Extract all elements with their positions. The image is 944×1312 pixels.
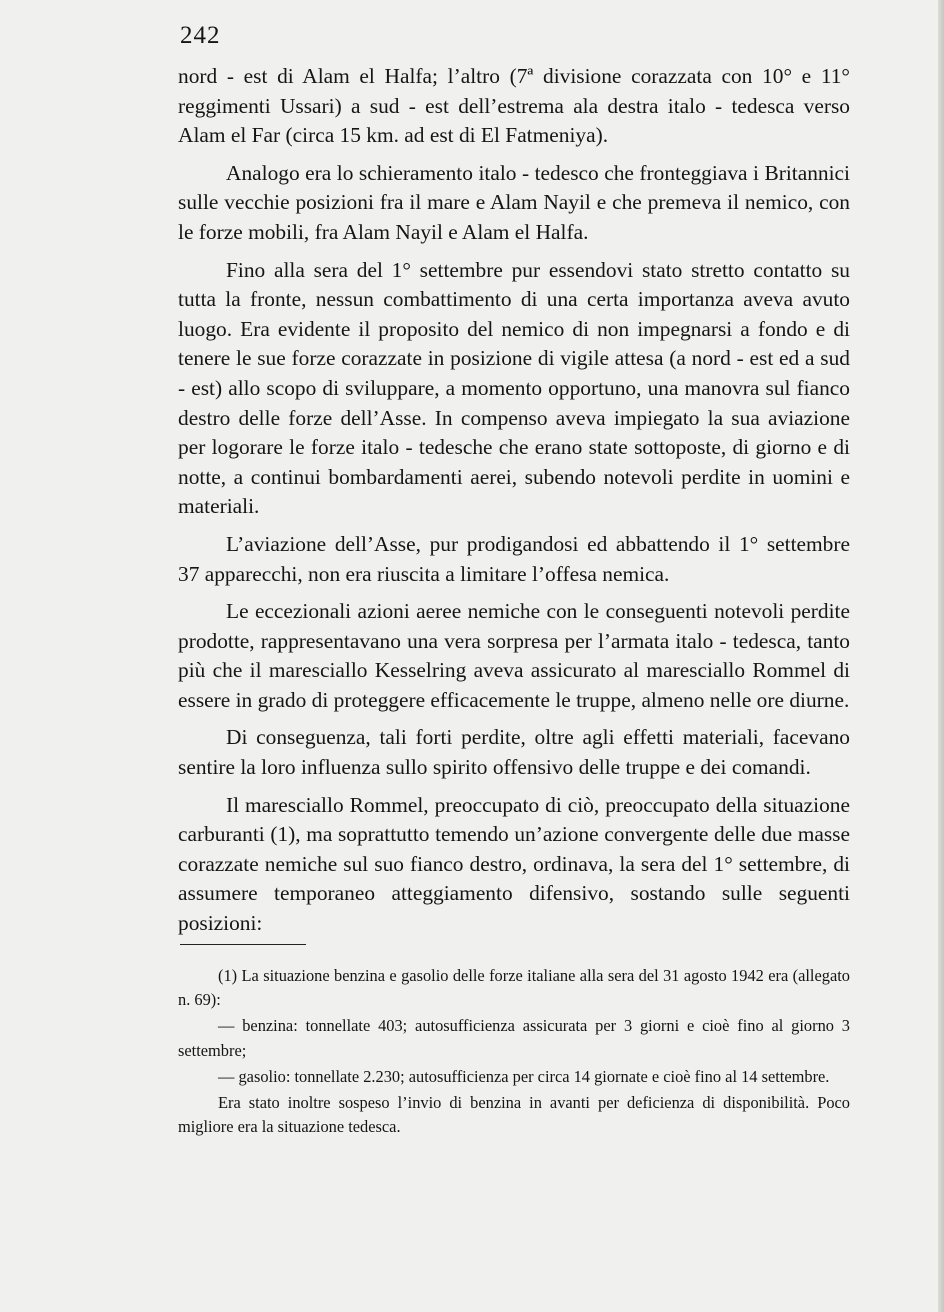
paragraph-3: Fino alla sera del 1° settembre pur essendovi stato stretto contatto su tutta la fronte, nessun combattimento di una certa importanza aveva avuto luogo. Era evidente il proposito del nemico di non impegnarsi a fondo e di tenere le sue forze corazzate in posizione di vigile attesa (a nord - est ed a sud - est) allo scopo di sviluppare, a momento opportuno, una manovra sul fianco destro delle forze dell’Asse. In compenso aveva impiegato la sua aviazione per logorare le forze italo - tedesche che erano state sottoposte, di giorno e di notte, a continui bombardamenti aerei, subendo notevoli perdite in uomini e materiali.: [178, 257, 850, 519]
footnote-divider: [180, 944, 306, 945]
footnotes: [178, 964, 850, 1141]
footnote-1-gasolio: — gasolio: tonnellate 2.230; autosufficienza per circa 14 giornate e cioè fino al 14 settembre.: [218, 1066, 830, 1086]
paragraph-5: Le eccezionali azioni aeree nemiche con le conseguenti notevoli perdite prodotte, rappresentavano una vera sorpresa per l’armata italo - tedesca, tanto più che il maresciallo Kesselring aveva assicurato al maresciallo Rommel di essere in grado di proteggere efficacemente le truppe, almeno nelle ore diurne.: [178, 599, 850, 712]
paragraph-1: nord - est di Alam el Halfa; l’altro (7ª divisione corazzata con 10° e 11° reggimenti Ussari) a sud - est dell’estrema ala destra italo - tedesca verso Alam el Far (circa 15 km. ad est di El Fatmeniya).: [178, 64, 850, 148]
paragraph-7: Il maresciallo Rommel, preoccupato di ciò, preoccupato della situazione carburanti (1), ma soprattutto temendo un’azione convergente delle due masse corazzate nemiche sul suo fianco destro, ordinava, la sera del 1° settembre, di assumere temporaneo atteggiamento difensivo, sostando sulle seguenti posizioni:: [178, 792, 850, 936]
main-text: [178, 62, 850, 947]
page-edge: [938, 0, 944, 1312]
footnote-1-intro: (1) La situazione benzina e gasolio delle forze italiane alla sera del 31 agosto 1942 era (allegato n. 69):: [178, 966, 850, 1010]
paragraph-6: Di conseguenza, tali forti perdite, oltre agli effetti materiali, facevano sentire la loro influenza sullo spirito offensivo delle truppe e dei comandi.: [178, 725, 850, 780]
paragraph-4: L’aviazione dell’Asse, pur prodigandosi ed abbattendo il 1° settembre 37 apparecchi, non era riuscita a limitare l’offesa nemica.: [178, 531, 850, 586]
footnote-1-closing: Era stato inoltre sospeso l’invio di benzina in avanti per deficienza di disponibilità. Poco migliore era la situazione tedesca.: [178, 1093, 850, 1137]
footnote-1-benzina: — benzina: tonnellate 403; autosufficienza assicurata per 3 giorni e cioè fino al giorno 3 settembre;: [178, 1016, 850, 1060]
paragraph-2: Analogo era lo schieramento italo - tedesco che fronteggiava i Britannici sulle vecchie posizioni fra il mare e Alam Nayil e che premeva il nemico, con le forze mobili, fra Alam Nayil e Alam el Halfa.: [178, 160, 850, 244]
page-number: 242: [180, 22, 221, 49]
